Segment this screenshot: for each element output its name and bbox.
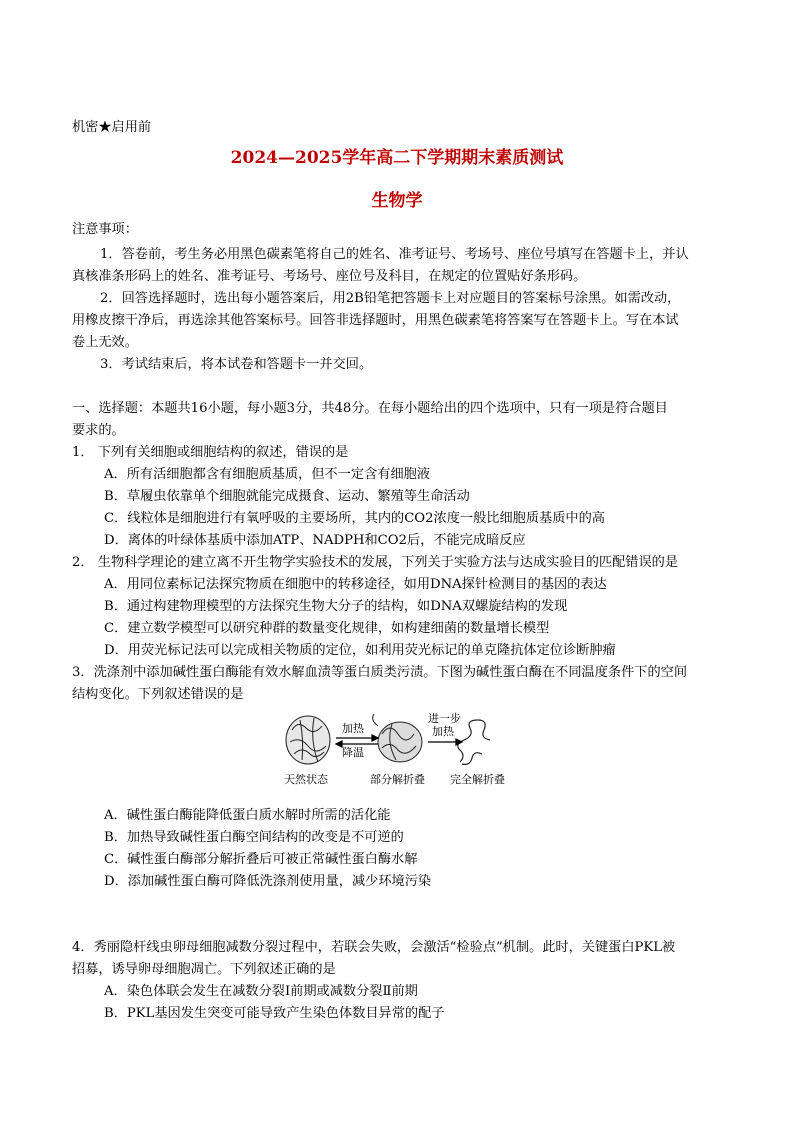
question-3-option-a: A．碱性蛋白酶能降低蛋白质水解时所需的活化能 [104,808,391,823]
question-3-option-c: C．碱性蛋白酶部分解折叠后可被正常碱性蛋白酶水解 [104,852,418,867]
confidential-mark: 机密★启用前 [72,120,152,135]
question-1-option-a: A．所有活细胞都含有细胞质基质，但不一定含有细胞液 [104,467,431,482]
protein-unfolding-figure [282,712,512,790]
question-4-option-b: B．PKL基因发生突变可能导致产生染色体数目异常的配子 [104,1006,445,1021]
question-3-option-b: B．加热导致碱性蛋白酶空间结构的改变是不可逆的 [104,830,404,845]
question-4-stem: 4．秀丽隐杆线虫卵母细胞减数分裂过程中，若联会失败，会激活“检验点”机制。此时，关键蛋白PKL被 [72,940,676,955]
notice-item-3: 3．考试结束后，将本试卷和答题卡一并交回。 [100,357,373,372]
partial-unfolded-protein-icon [373,714,422,762]
native-protein-icon [286,716,330,764]
section-heading: 一、选择题：本题共16小题，每小题3分，共48分。在每小题给出的四个选项中，只有一项是符合题目 [72,401,668,416]
further-label: 进一步 [428,712,461,725]
question-2-option-a: A．用同位素标记法探究物质在细胞中的转移途径，如用DNA探针检测目的基因的表达 [104,577,607,592]
heat-label: 加热 [342,722,364,735]
question-1-option-b: B．草履虫依靠单个细胞就能完成摄食、运动、繁殖等生命活动 [104,489,470,504]
question-2-stem: 2． 生物科学理论的建立离不开生物学实验技术的发展，下列关于实验方法与达成实验目的匹配错误的是 [72,555,679,570]
notice-heading: 注意事项： [72,222,138,237]
exam-title: 2024—2025学年高二下学期期末素质测试 [230,148,564,168]
native-state-label: 天然状态 [284,773,328,786]
notice-item-1-cont: 真核准条形码上的姓名、准考证号、考场号、座位号及科目，在规定的位置贴好条形码。 [72,269,587,284]
question-2-option-d: D．用荧光标记法可以完成相关物质的定位，如利用荧光标记的单克隆抗体定位诊断肿瘤 [104,643,616,658]
cool-label: 降温 [342,746,364,759]
question-3-option-d: D．添加碱性蛋白酶可降低洗涤剂使用量，减少环境污染 [104,874,432,889]
question-2-option-b: B．通过构建物理模型的方法探究生物大分子的结构，如DNA双螺旋结构的发现 [104,599,568,614]
question-4-option-a: A．染色体联会发生在减数分裂Ⅰ前期或减数分裂Ⅱ前期 [104,984,418,999]
question-3-stem-cont: 结构变化。下列叙述错误的是 [72,687,244,702]
partial-unfold-label: 部分解折叠 [370,773,425,786]
question-1-option-c: C．线粒体是细胞进行有氧呼吸的主要场所，其内的CO2浓度一般比细胞质基质中的高 [104,511,605,526]
subject-title: 生物学 [371,191,423,211]
full-unfold-label: 完全解折叠 [450,773,505,786]
question-1-option-d: D．离体的叶绿体基质中添加ATP、NADPH和CO2后，不能完成暗反应 [104,533,526,548]
question-2-option-c: C．建立数学模型可以研究种群的数量变化规律，如构建细菌的数量增长模型 [104,621,550,636]
notice-item-1: 1．答卷前，考生务必用黑色碳素笔将自己的姓名、准考证号、考场号、座位号填写在答题卡上，并认 [100,247,689,262]
further-heat-label: 加热 [432,725,454,738]
notice-item-2: 2．回答选择题时，选出每小题答案后，用2B铅笔把答题卡上对应题目的答案标号涂黑。如需改动， [100,291,681,306]
notice-item-2-cont2: 卷上无效。 [72,335,138,350]
notice-item-2-cont: 用橡皮擦干净后，再选涂其他答案标号。回答非选择题时，用黑色碳素笔将答案写在答题卡上。写在本试 [72,313,679,328]
question-1-stem: 1． 下列有关细胞或细胞结构的叙述，错误的是 [72,445,349,460]
section-heading-cont: 要求的。 [72,423,125,438]
question-3-stem: 3．洗涤剂中添加碱性蛋白酶能有效水解血渍等蛋白质类污渍。下图为碱性蛋白酶在不同温度条件下的空间 [72,665,688,680]
question-4-stem-cont: 招募，诱导卵母细胞凋亡。下列叙述正确的是 [72,962,336,977]
